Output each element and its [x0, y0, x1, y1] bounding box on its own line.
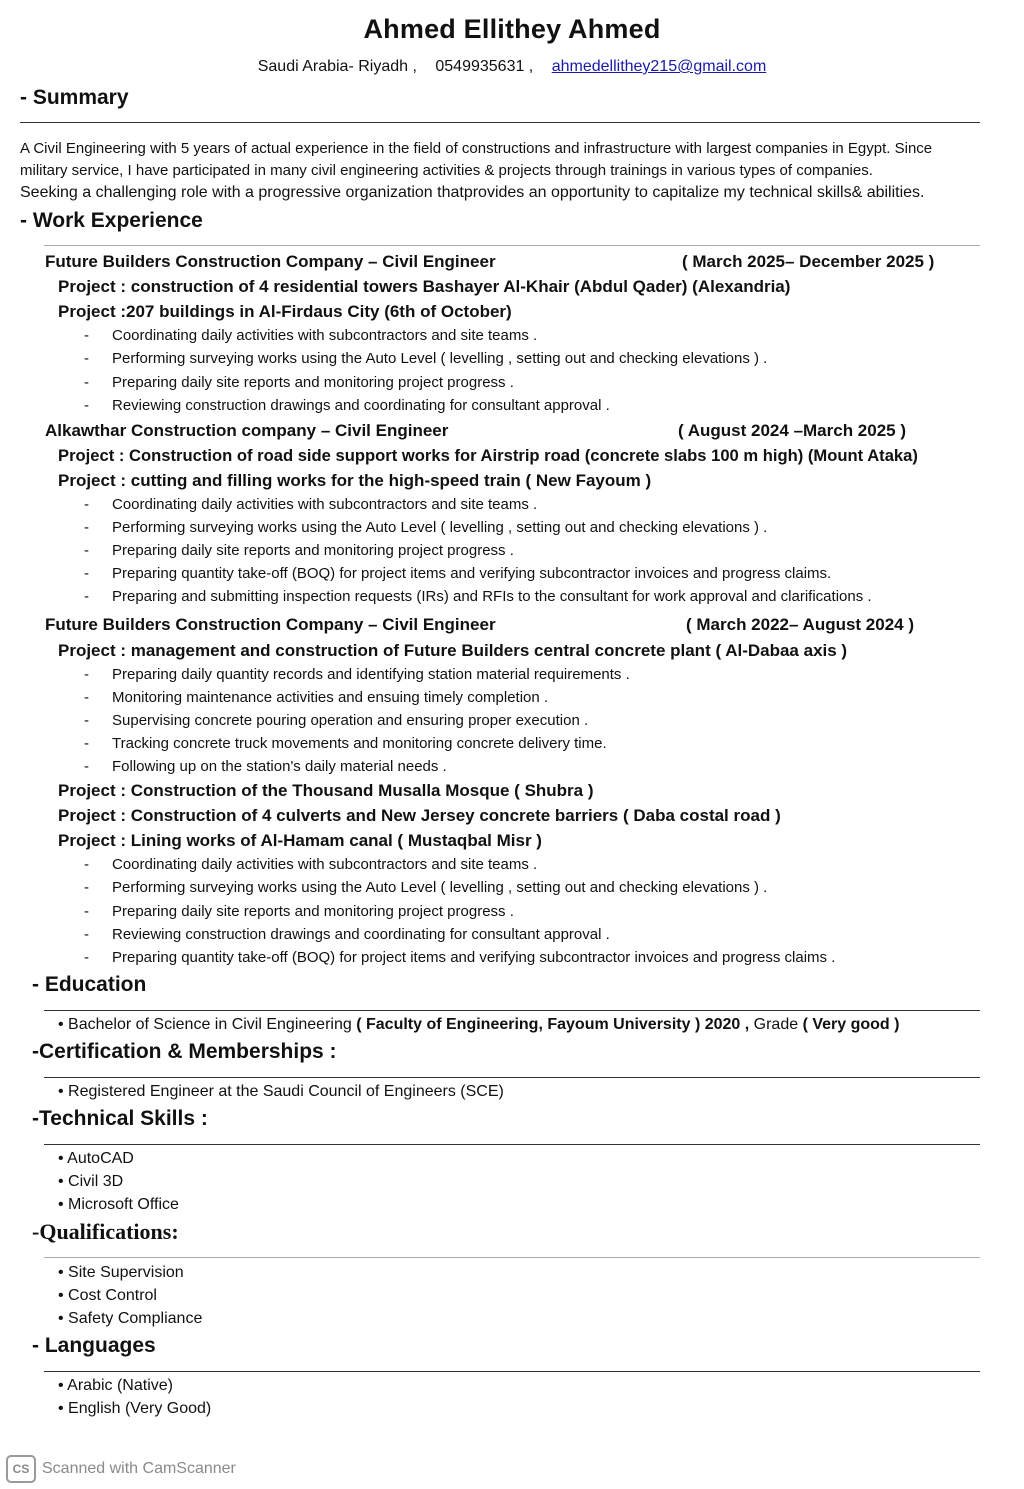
qualification-item: • Site Supervision [58, 1264, 184, 1281]
job-3-bullet: - Preparing daily quantity records and identifying station material requirements . [84, 666, 630, 683]
summary-heading: - Summary [20, 86, 129, 109]
qualification-item: • Safety Compliance [58, 1310, 203, 1327]
summary-line-2: military service, I have participated in many civil engineering activities & projects through trainings in various types of companies. [20, 162, 873, 179]
summary-line-3: Seeking a challenging role with a progressive organization thatprovides an opportunity to capitalize my technical skills& abilities. [20, 184, 925, 201]
contact-line [0, 58, 1024, 76]
job-2-bullet: - Preparing quantity take-off (BOQ) for project items and verifying subcontractor invoices and progress claims. [84, 565, 832, 582]
resume-name: Ahmed Ellithey Ahmed [363, 14, 661, 44]
job-3-bullet: - Reviewing construction drawings and coordinating for consultant approval . [84, 926, 610, 943]
job-3-bullet: - Supervising concrete pouring operation and ensuring proper execution . [84, 712, 589, 729]
location: Saudi Arabia- Riyadh , [257, 58, 417, 75]
job-2-company: Alkawthar Construction company – Civil Engineer [45, 421, 449, 440]
job-3-project-mosque: Project : Construction of the Thousand Musalla Mosque ( Shubra ) [58, 781, 594, 800]
qualifications-heading: -Qualifications: [32, 1219, 179, 1244]
work-heading: - Work Experience [20, 209, 203, 232]
job-3-bullet: - Coordinating daily activities with subcontractors and site teams . [84, 856, 538, 873]
camscanner-logo-icon: CS [6, 1455, 36, 1483]
education-rule [44, 1010, 980, 1011]
skills-heading: -Technical Skills : [32, 1107, 208, 1130]
job-3-bullet: - Following up on the station's daily material needs . [84, 758, 447, 775]
qualifications-rule [44, 1257, 980, 1258]
education-heading: - Education [32, 973, 147, 996]
skills-rule [44, 1144, 980, 1145]
work-rule [44, 245, 980, 246]
job-3-bullet: - Preparing daily site reports and monitoring project progress . [84, 903, 514, 920]
job-3-bullet: - Tracking concrete truck movements and monitoring concrete delivery time. [84, 735, 607, 752]
summary-rule [20, 122, 980, 123]
qualification-item: • Cost Control [58, 1287, 157, 1304]
job-1-bullet: - Preparing daily site reports and monitoring project progress . [84, 374, 514, 391]
language-item: • Arabic (Native) [58, 1377, 173, 1394]
job-2-bullet: - Preparing and submitting inspection requests (IRs) and RFIs to the consultant for work approval and clarifications . [84, 588, 872, 605]
job-3-bullet: - Preparing quantity take-off (BOQ) for project items and verifying subcontractor invoices and progress claims . [84, 949, 836, 966]
language-item: • English (Very Good) [58, 1400, 212, 1417]
job-2-dates: ( August 2024 –March 2025 ) [678, 421, 907, 440]
job-1-dates: ( March 2025– December 2025 ) [682, 252, 935, 271]
job-3-project-plant: Project : management and construction of Future Builders central concrete plant ( Al-Dabaa axis ) [58, 641, 848, 660]
certifications-rule [44, 1077, 980, 1078]
job-3-company: Future Builders Construction Company – Civil Engineer [45, 615, 496, 634]
job-1-bullet: - Coordinating daily activities with subcontractors and site teams . [84, 327, 538, 344]
job-2-bullet: - Preparing daily site reports and monitoring project progress . [84, 542, 514, 559]
education-entry: • Bachelor of Science in Civil Engineering ( Faculty of Engineering, Fayoum University ) 2020 , Grade ( Very good ) [58, 1016, 900, 1033]
job-1-bullet: - Reviewing construction drawings and coordinating for consultant approval . [84, 397, 610, 414]
languages-rule [44, 1371, 980, 1372]
summary-line-1: A Civil Engineering with 5 years of actual experience in the field of constructions and infrastructure with largest companies in Egypt. Since [20, 140, 933, 157]
job-1-bullet: - Performing surveying works using the Auto Level ( levelling , setting out and checking elevations ) . [84, 350, 768, 367]
job-2-project-1: Project : Construction of road side support works for Airstrip road (concrete slabs 100 m high) (Mount Ataka) [58, 446, 918, 465]
skill-item: • Civil 3D [58, 1173, 124, 1190]
certification-item: • Registered Engineer at the Saudi Council of Engineers (SCE) [58, 1083, 504, 1100]
phone: 0549935631 , [435, 58, 534, 75]
job-2-bullet: - Performing surveying works using the Auto Level ( levelling , setting out and checking elevations ) . [84, 519, 768, 536]
camscanner-text: Scanned with CamScanner [42, 1460, 236, 1477]
job-3-project-canal: Project : Lining works of Al-Hamam canal ( Mustaqbal Misr ) [58, 831, 542, 850]
certifications-heading: -Certification & Memberships : [32, 1040, 337, 1063]
job-2-project-2: Project : cutting and filling works for the high-speed train ( New Fayoum ) [58, 471, 652, 490]
job-3-bullet: - Performing surveying works using the Auto Level ( levelling , setting out and checking elevations ) . [84, 879, 768, 896]
languages-heading: - Languages [32, 1334, 156, 1357]
skill-item: • AutoCAD [58, 1150, 134, 1167]
job-1-project-1: Project : construction of 4 residential towers Bashayer Al-Khair (Abdul Qader) (Alexandria) [58, 277, 791, 296]
skill-item: • Microsoft Office [58, 1196, 179, 1213]
job-3-project-culverts: Project : Construction of 4 culverts and New Jersey concrete barriers ( Daba costal road ) [58, 806, 781, 825]
job-3-bullet: - Monitoring maintenance activities and ensuing timely completion . [84, 689, 549, 706]
job-1-project-2: Project :207 buildings in Al-Firdaus City (6th of October) [58, 302, 512, 321]
job-1-company: Future Builders Construction Company – Civil Engineer [45, 252, 496, 271]
job-3-dates: ( March 2022– August 2024 ) [686, 615, 915, 634]
email-link[interactable]: ahmedellithey215@gmail.com [551, 58, 767, 75]
job-2-bullet: - Coordinating daily activities with subcontractors and site teams . [84, 496, 538, 513]
camscanner-watermark [6, 1455, 236, 1483]
